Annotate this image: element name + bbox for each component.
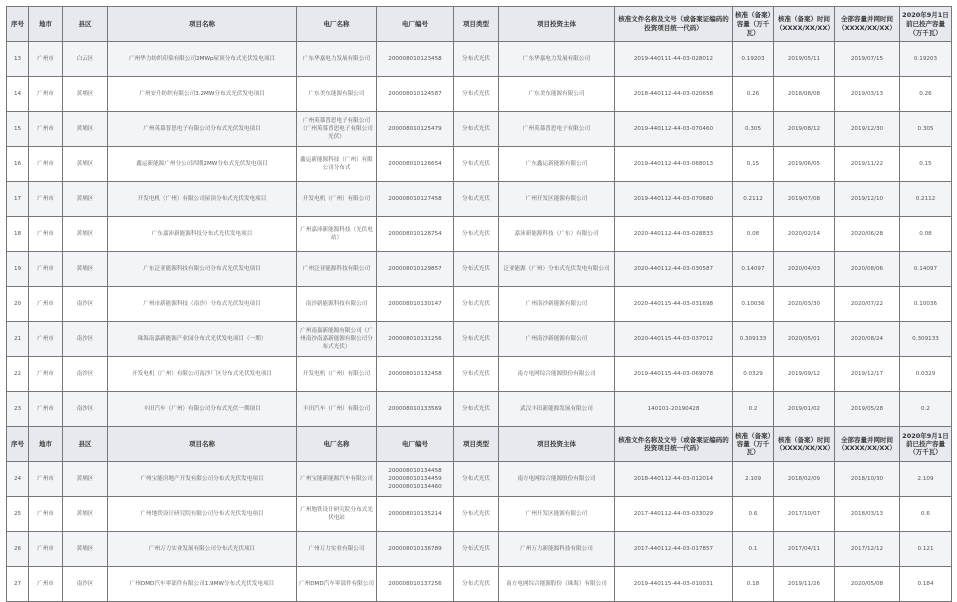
table-cell: 南沙区 bbox=[63, 357, 108, 392]
table-cell: 2018/02/09 bbox=[774, 462, 835, 497]
table-cell: 广州市 bbox=[29, 567, 63, 602]
table-row bbox=[7, 217, 952, 252]
table-cell: 2020/05/08 bbox=[835, 567, 900, 602]
table-cell: 南方电网综合能源股份（珠海）有限公司 bbox=[499, 567, 615, 602]
table-cell: 广州华力纺织印染有限公司2MWp屋顶分布式光伏发电项目 bbox=[108, 42, 297, 77]
repeated-column-header: 序号 bbox=[7, 427, 29, 462]
table-cell: 南沙区 bbox=[63, 322, 108, 357]
table-cell: 分布式光伏 bbox=[454, 147, 499, 182]
table-cell: 广东鑫运新能源有限公司 bbox=[499, 147, 615, 182]
table-cell: 广州DMD汽车零部件有限公司 bbox=[297, 567, 377, 602]
table-cell: 广州市 bbox=[29, 322, 63, 357]
column-header: 地市 bbox=[29, 7, 63, 42]
table-row bbox=[7, 462, 952, 497]
table-cell: 南沙新能源科技有限公司 bbox=[297, 287, 377, 322]
table-cell: 2019/12/17 bbox=[835, 357, 900, 392]
table-cell: 20 bbox=[7, 287, 29, 322]
table-cell: 2017-440112-44-03-033029 bbox=[615, 497, 733, 532]
table-cell: 2020-440115-44-03-031698 bbox=[615, 287, 733, 322]
table-row bbox=[7, 357, 952, 392]
table-cell: 广州南沙新能源有限公司 bbox=[499, 287, 615, 322]
table-cell: 140101-20190428 bbox=[615, 392, 733, 427]
table-cell: 分布式光伏 bbox=[454, 392, 499, 427]
table-cell: 分布式光伏 bbox=[454, 77, 499, 112]
table-cell: 白云区 bbox=[63, 42, 108, 77]
table-cell: 分布式光伏 bbox=[454, 217, 499, 252]
table-cell: 开发电机（广州）有限公司南沙厂区分布式光伏发电项目 bbox=[108, 357, 297, 392]
table-cell: 2019/07/08 bbox=[774, 182, 835, 217]
table-cell: 广州英慕普思电子有限公司（广州英慕普思电子有限公司光伏） bbox=[297, 112, 377, 147]
table-cell: 黄埔区 bbox=[63, 77, 108, 112]
table-cell: 广州英慕普思电子有限公司分布式光伏发电项目 bbox=[108, 112, 297, 147]
table-cell: 广州开发区能源有限公司 bbox=[499, 182, 615, 217]
repeated-column-header: 电厂名称 bbox=[297, 427, 377, 462]
table-cell: 2019/07/15 bbox=[835, 42, 900, 77]
table-cell: 广州英慕普思电子有限公司 bbox=[499, 112, 615, 147]
table-cell: 0.10036 bbox=[733, 287, 774, 322]
table-row bbox=[7, 287, 952, 322]
table-cell: 广州地铁设计研究院有限公司分布式光伏发电项目 bbox=[108, 497, 297, 532]
table-cell: 14 bbox=[7, 77, 29, 112]
table-cell: 2.109 bbox=[900, 462, 952, 497]
repeated-column-header: 项目名称 bbox=[108, 427, 297, 462]
table-cell: 丰田汽车（广州）有限公司 bbox=[297, 392, 377, 427]
table-cell: 2020/08/24 bbox=[835, 322, 900, 357]
table-cell: 0.08 bbox=[733, 217, 774, 252]
table-cell: 0.2112 bbox=[900, 182, 952, 217]
table-cell: 南沙区 bbox=[63, 567, 108, 602]
table-cell: 21 bbox=[7, 322, 29, 357]
repeated-column-header: 全部容量并网时间（XXXX/XX/XX） bbox=[835, 427, 900, 462]
column-header: 项目类型 bbox=[454, 7, 499, 42]
table-row bbox=[7, 322, 952, 357]
table-cell: 0.15 bbox=[900, 147, 952, 182]
table-cell: 开发电机（广州）有限公司 bbox=[297, 357, 377, 392]
table-cell: 0.14097 bbox=[900, 252, 952, 287]
table-cell: 27 bbox=[7, 567, 29, 602]
table-cell: 2019/01/02 bbox=[774, 392, 835, 427]
table-cell: 广州宝能房地产开发有限公司分布式光伏发电项目 bbox=[108, 462, 297, 497]
table-cell: 0.184 bbox=[900, 567, 952, 602]
repeated-column-header: 2020年9月1日前已投产容量（万千瓦） bbox=[900, 427, 952, 462]
table-cell: 广州泛亚能源科技有限公司 bbox=[297, 252, 377, 287]
table-cell: 广州嘉沛新能源科技（光伏电站） bbox=[297, 217, 377, 252]
column-header: 序号 bbox=[7, 7, 29, 42]
table-cell: 南方电网综合能源股份有限公司 bbox=[499, 357, 615, 392]
table-cell: 200008010134458 200008010134459 200008010134460 bbox=[377, 462, 454, 497]
table-cell: 2019-440111-44-03-028012 bbox=[615, 42, 733, 77]
repeated-column-header: 核准文件名称及文号（或备案证编码的投资项目统一代码） bbox=[615, 427, 733, 462]
table-cell: 2020-440112-44-03-030587 bbox=[615, 252, 733, 287]
table-cell: 广州市 bbox=[29, 462, 63, 497]
table-cell: 200008010127458 bbox=[377, 182, 454, 217]
table-cell: 200008010129857 bbox=[377, 252, 454, 287]
table-cell: 2020-440115-44-03-037012 bbox=[615, 322, 733, 357]
table-cell: 2017/12/12 bbox=[835, 532, 900, 567]
table-cell: 嘉沛新能源科技（广东）有限公司 bbox=[499, 217, 615, 252]
repeated-column-header: 电厂编号 bbox=[377, 427, 454, 462]
table-cell: 黄埔区 bbox=[63, 217, 108, 252]
table-cell: 广州万力实业发展有限公司分布式光伏项目 bbox=[108, 532, 297, 567]
table-cell: 南方电网综合能源股份有限公司 bbox=[499, 462, 615, 497]
table-cell: 广州安升纺织有限公司3.2MW分布式光伏发电项目 bbox=[108, 77, 297, 112]
column-header: 项目投资主体 bbox=[499, 7, 615, 42]
table-row bbox=[7, 497, 952, 532]
table-cell: 17 bbox=[7, 182, 29, 217]
table-cell: 广州南嘉新能源有限公司（广州南沙南嘉新能源有限公司分布式光伏） bbox=[297, 322, 377, 357]
table-cell: 广州市 bbox=[29, 147, 63, 182]
table-cell: 2020-440112-44-03-028833 bbox=[615, 217, 733, 252]
table-cell: 广东嘉沛新能源科技分布式光伏发电项目 bbox=[108, 217, 297, 252]
table-cell: 0.121 bbox=[900, 532, 952, 567]
table-cell: 广州市 bbox=[29, 252, 63, 287]
table-cell: 分布式光伏 bbox=[454, 182, 499, 217]
table-cell: 200008010130147 bbox=[377, 287, 454, 322]
table-cell: 分布式光伏 bbox=[454, 567, 499, 602]
table-cell: 200008010137256 bbox=[377, 567, 454, 602]
table-cell: 分布式光伏 bbox=[454, 252, 499, 287]
table-cell: 广州市新能源科技（南沙）分布式光伏发电项目 bbox=[108, 287, 297, 322]
table-cell: 广州万力新能源科技有限公司 bbox=[499, 532, 615, 567]
table-cell: 2018-440112-44-03-020658 bbox=[615, 77, 733, 112]
table-cell: 200008010132458 bbox=[377, 357, 454, 392]
table-cell: 分布式光伏 bbox=[454, 357, 499, 392]
table-cell: 广州市 bbox=[29, 287, 63, 322]
repeated-column-header: 项目投资主体 bbox=[499, 427, 615, 462]
column-header: 2020年9月1日前已投产容量（万千瓦） bbox=[900, 7, 952, 42]
table-cell: 珠海南嘉新能源产业园分布式光伏发电项目（一期） bbox=[108, 322, 297, 357]
table-cell: 26 bbox=[7, 532, 29, 567]
table-cell: 丰田汽车（广州）有限公司分布式光伏一期项目 bbox=[108, 392, 297, 427]
table-cell: 2018/10/30 bbox=[835, 462, 900, 497]
table-row bbox=[7, 567, 952, 602]
table-cell: 广州市 bbox=[29, 392, 63, 427]
table-cell: 200008010125479 bbox=[377, 112, 454, 147]
table-cell: 2019/05/28 bbox=[835, 392, 900, 427]
table-cell: 200008010124587 bbox=[377, 77, 454, 112]
table-cell: 24 bbox=[7, 462, 29, 497]
table-cell: 分布式光伏 bbox=[454, 462, 499, 497]
table-cell: 广东泛亚能源科技有限公司分布式光伏发电项目 bbox=[108, 252, 297, 287]
table-cell: 0.6 bbox=[900, 497, 952, 532]
column-header: 电厂编号 bbox=[377, 7, 454, 42]
repeated-column-header: 地市 bbox=[29, 427, 63, 462]
table-cell: 南沙区 bbox=[63, 287, 108, 322]
table-cell: 分布式光伏 bbox=[454, 322, 499, 357]
table-cell: 广州市 bbox=[29, 217, 63, 252]
table-cell: 2019/12/10 bbox=[835, 182, 900, 217]
table-cell: 2019-440112-44-03-068013 bbox=[615, 147, 733, 182]
table-cell: 15 bbox=[7, 112, 29, 147]
project-list-document bbox=[6, 6, 951, 587]
table-cell: 2020/06/28 bbox=[835, 217, 900, 252]
table-cell: 0.0329 bbox=[733, 357, 774, 392]
table-cell: 黄埔区 bbox=[63, 252, 108, 287]
table-cell: 2019/05/11 bbox=[774, 42, 835, 77]
table-cell: 0.08 bbox=[900, 217, 952, 252]
column-header: 项目名称 bbox=[108, 7, 297, 42]
table-cell: 0.6 bbox=[733, 497, 774, 532]
repeated-header-row bbox=[7, 427, 952, 462]
table-cell: 0.14097 bbox=[733, 252, 774, 287]
table-row bbox=[7, 252, 952, 287]
table-cell: 2019/09/12 bbox=[774, 357, 835, 392]
project-table bbox=[6, 6, 952, 602]
table-cell: 0.19203 bbox=[900, 42, 952, 77]
column-header: 核准（备案）时间（XXXX/XX/XX） bbox=[774, 7, 835, 42]
table-row bbox=[7, 42, 952, 77]
table-cell: 2020/07/22 bbox=[835, 287, 900, 322]
table-cell: 200008010126654 bbox=[377, 147, 454, 182]
table-cell: 2019/08/12 bbox=[774, 112, 835, 147]
table-cell: 2020/05/01 bbox=[774, 322, 835, 357]
column-header: 全部容量并网时间（XXXX/XX/XX） bbox=[835, 7, 900, 42]
table-body bbox=[7, 42, 952, 602]
table-cell: 鑫运新能源科技（广州）有限公司分布式 bbox=[297, 147, 377, 182]
table-cell: 200008010123458 bbox=[377, 42, 454, 77]
table-cell: 广州市 bbox=[29, 77, 63, 112]
table-row bbox=[7, 532, 952, 567]
column-header: 电厂名称 bbox=[297, 7, 377, 42]
table-cell: 广州市 bbox=[29, 42, 63, 77]
column-header: 核准（备案）容量（万千瓦） bbox=[733, 7, 774, 42]
table-cell: 分布式光伏 bbox=[454, 532, 499, 567]
table-cell: 2019-440112-44-03-070680 bbox=[615, 182, 733, 217]
table-cell: 2017/10/07 bbox=[774, 497, 835, 532]
table-cell: 分布式光伏 bbox=[454, 497, 499, 532]
table-cell: 0.0329 bbox=[900, 357, 952, 392]
table-cell: 广州DMD汽车零部件有限公司1.9MW分布式光伏发电项目 bbox=[108, 567, 297, 602]
table-row bbox=[7, 77, 952, 112]
table-cell: 广州市 bbox=[29, 497, 63, 532]
table-cell: 泛亚能源（广州）分布式光伏发电有限公司 bbox=[499, 252, 615, 287]
table-cell: 200008010133569 bbox=[377, 392, 454, 427]
header-row bbox=[7, 7, 952, 42]
table-row bbox=[7, 392, 952, 427]
table-cell: 0.2 bbox=[733, 392, 774, 427]
table-cell: 200008010136789 bbox=[377, 532, 454, 567]
table-cell: 2019/11/26 bbox=[774, 567, 835, 602]
table-cell: 19 bbox=[7, 252, 29, 287]
table-cell: 广州市 bbox=[29, 112, 63, 147]
table-cell: 开发电机（广州）有限公司屋顶分布式光伏发电项目 bbox=[108, 182, 297, 217]
table-cell: 2018/03/13 bbox=[835, 497, 900, 532]
table-cell: 广东华嘉电力发展有限公司 bbox=[499, 42, 615, 77]
table-row bbox=[7, 182, 952, 217]
repeated-column-header: 项目类型 bbox=[454, 427, 499, 462]
table-cell: 黄埔区 bbox=[63, 532, 108, 567]
table-cell: 0.15 bbox=[733, 147, 774, 182]
table-cell: 25 bbox=[7, 497, 29, 532]
table-cell: 广州万力实业有限公司 bbox=[297, 532, 377, 567]
table-cell: 2019/06/05 bbox=[774, 147, 835, 182]
table-cell: 黄埔区 bbox=[63, 112, 108, 147]
table-cell: 0.2 bbox=[900, 392, 952, 427]
table-row bbox=[7, 147, 952, 182]
table-cell: 23 bbox=[7, 392, 29, 427]
table-cell: 0.2112 bbox=[733, 182, 774, 217]
table-cell: 2019-440112-44-03-070460 bbox=[615, 112, 733, 147]
table-cell: 22 bbox=[7, 357, 29, 392]
table-cell: 18 bbox=[7, 217, 29, 252]
table-cell: 2017-440112-44-03-017857 bbox=[615, 532, 733, 567]
repeated-column-header: 核准（备案）时间（XXXX/XX/XX） bbox=[774, 427, 835, 462]
table-cell: 0.305 bbox=[733, 112, 774, 147]
table-cell: 广州市 bbox=[29, 357, 63, 392]
table-cell: 2019/12/30 bbox=[835, 112, 900, 147]
table-cell: 2020/04/03 bbox=[774, 252, 835, 287]
table-cell: 2020/03/30 bbox=[774, 287, 835, 322]
table-cell: 200008010131256 bbox=[377, 322, 454, 357]
table-cell: 2020/02/14 bbox=[774, 217, 835, 252]
table-cell: 0.1 bbox=[733, 532, 774, 567]
column-header: 核准文件名称及文号（或备案证编码的投资项目统一代码） bbox=[615, 7, 733, 42]
table-cell: 开发电机（广州）有限公司 bbox=[297, 182, 377, 217]
table-cell: 16 bbox=[7, 147, 29, 182]
table-cell: 0.18 bbox=[733, 567, 774, 602]
table-cell: 黄埔区 bbox=[63, 147, 108, 182]
repeated-column-header: 县区 bbox=[63, 427, 108, 462]
table-cell: 200008010135214 bbox=[377, 497, 454, 532]
table-cell: 2019-440115-44-03-069078 bbox=[615, 357, 733, 392]
table-cell: 广州地铁设计研究院分布式光伏电站 bbox=[297, 497, 377, 532]
table-cell: 黄埔区 bbox=[63, 462, 108, 497]
table-cell: 0.26 bbox=[900, 77, 952, 112]
table-cell: 武汉丰田新能源发展有限公司 bbox=[499, 392, 615, 427]
table-header bbox=[7, 7, 952, 42]
column-header: 县区 bbox=[63, 7, 108, 42]
table-cell: 分布式光伏 bbox=[454, 112, 499, 147]
table-cell: 广东美东能源有限公司 bbox=[297, 77, 377, 112]
table-cell: 13 bbox=[7, 42, 29, 77]
table-cell: 广州开发区能源有限公司 bbox=[499, 497, 615, 532]
table-cell: 2019-440115-44-03-010031 bbox=[615, 567, 733, 602]
table-cell: 分布式光伏 bbox=[454, 287, 499, 322]
table-cell: 2020/08/06 bbox=[835, 252, 900, 287]
table-cell: 广东美东能源有限公司 bbox=[499, 77, 615, 112]
table-row bbox=[7, 112, 952, 147]
table-cell: 200008010128754 bbox=[377, 217, 454, 252]
table-cell: 分布式光伏 bbox=[454, 42, 499, 77]
table-cell: 2019/11/22 bbox=[835, 147, 900, 182]
table-cell: 2018/08/08 bbox=[774, 77, 835, 112]
table-cell: 黄埔区 bbox=[63, 497, 108, 532]
table-cell: 南沙区 bbox=[63, 392, 108, 427]
table-cell: 2017/04/11 bbox=[774, 532, 835, 567]
table-cell: 2.109 bbox=[733, 462, 774, 497]
table-cell: 广州市 bbox=[29, 532, 63, 567]
table-cell: 0.305 bbox=[900, 112, 952, 147]
table-cell: 0.19203 bbox=[733, 42, 774, 77]
table-cell: 黄埔区 bbox=[63, 182, 108, 217]
table-cell: 广东华嘉电力发展有限公司 bbox=[297, 42, 377, 77]
repeated-column-header: 核准（备案）容量（万千瓦） bbox=[733, 427, 774, 462]
table-cell: 广州南沙新能源有限公司 bbox=[499, 322, 615, 357]
table-cell: 鑫运新能源广州分公司四期2MW分布式光伏发电项目 bbox=[108, 147, 297, 182]
table-cell: 0.309133 bbox=[733, 322, 774, 357]
table-cell: 0.309133 bbox=[900, 322, 952, 357]
table-cell: 广州市 bbox=[29, 182, 63, 217]
table-cell: 广州宝能新能源汽车有限公司 bbox=[297, 462, 377, 497]
table-cell: 2019/03/13 bbox=[835, 77, 900, 112]
table-cell: 0.26 bbox=[733, 77, 774, 112]
table-cell: 2018-440112-44-03-012014 bbox=[615, 462, 733, 497]
table-cell: 0.10036 bbox=[900, 287, 952, 322]
